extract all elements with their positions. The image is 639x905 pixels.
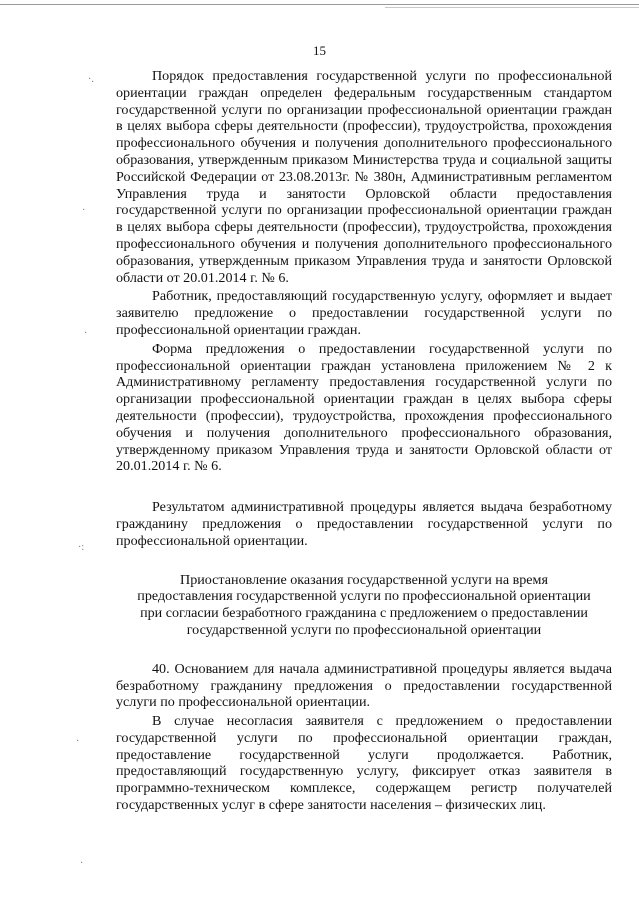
- page-number: 15: [313, 43, 326, 58]
- scan-speck: ·:: [78, 542, 85, 553]
- scan-top-edge: [0, 4, 639, 5]
- section-heading: [116, 572, 612, 639]
- scan-speck: ·: [84, 328, 88, 339]
- paragraph-disagreement: В случае несогласия заявителя с предложением о предоставлении государственной услуги по профессиональной ориентации граждан, предоставление государственной услуги продолжается. Работник, предоставляющий государственную услугу, фиксирует отказ заявителя в программно-техническом комплексе, содержащем регистр получателей государственных услуг в сфере занятости населения – физических лиц.: [116, 713, 612, 814]
- paragraph-service-procedure: Порядок предоставления государственной услуги по профессиональной ориентации граждан определен федеральным государственным стандартом государственной услуги по организации профессиональной ориентации граждан в целях выбора сферы деятельности (профессии), трудоустройства, прохождения профессионального обучения и получения дополнительного профессионального образования, утвержденным приказом Министерства труда и социальной защиты Российской Федерации от 23.08.2013г. № 380н, Административным регламентом Управления труда и занятости Орловской области предоставления государственной услуги по организации профессиональной ориентации граждан в целях выбора сферы деятельности (профессии), трудоустройства, прохождения профессионального обучения и получения дополнительного профессионального образования, утвержденным приказом Управления труда и занятости Орловской области от 20.01.2014 г. № 6.: [116, 68, 612, 286]
- scan-speck: ·.: [88, 74, 94, 85]
- document-body: [116, 68, 612, 814]
- scan-top-edge-secondary: [385, 7, 639, 8]
- paragraph-proposal-form: Форма предложения о предоставлении государственной услуги по профессиональной ориентации граждан установлена приложением № 2 к Административному регламенту предоставления государственной услуги по организации профессиональной ориентации граждан в целях выбора сферы деятельности (профессии), трудоустройства, прохождения профессионального обучения и получения дополнительного профессионального образования, утвержденному приказом Управления труда и занятости Орловской области от 20.01.2014 г. № 6.: [116, 340, 612, 475]
- paragraph-item-40: 40. Основанием для начала административной процедуры является выдача безработному гражданину предложения о предоставлении государственной услуги по профессиональной ориентации.: [116, 660, 612, 711]
- paragraph-worker-issues: Работник, предоставляющий государственную услугу, оформляет и выдает заявителю предложение о предоставлении государственной услуги по профессиональной ориентации граждан.: [116, 288, 612, 338]
- scan-speck: ·: [76, 736, 80, 747]
- section-heading-line: при согласии безработного гражданина с предложением о предоставлении: [140, 605, 588, 622]
- paragraph-procedure-result: Результатом административной процедуры является выдача безработному гражданину предложения о предоставлении государственной услуги по профессиональной ориентации.: [116, 499, 612, 549]
- section-heading-line: государственной услуги по профессиональной ориентации: [186, 621, 542, 638]
- section-heading-line: Приостановление оказания государственной услуги на время: [180, 571, 548, 588]
- scan-speck: ·: [80, 858, 84, 869]
- section-heading-line: предоставления государственной услуги по профессиональной ориентации: [137, 588, 591, 605]
- scan-speck: ·: [82, 205, 86, 216]
